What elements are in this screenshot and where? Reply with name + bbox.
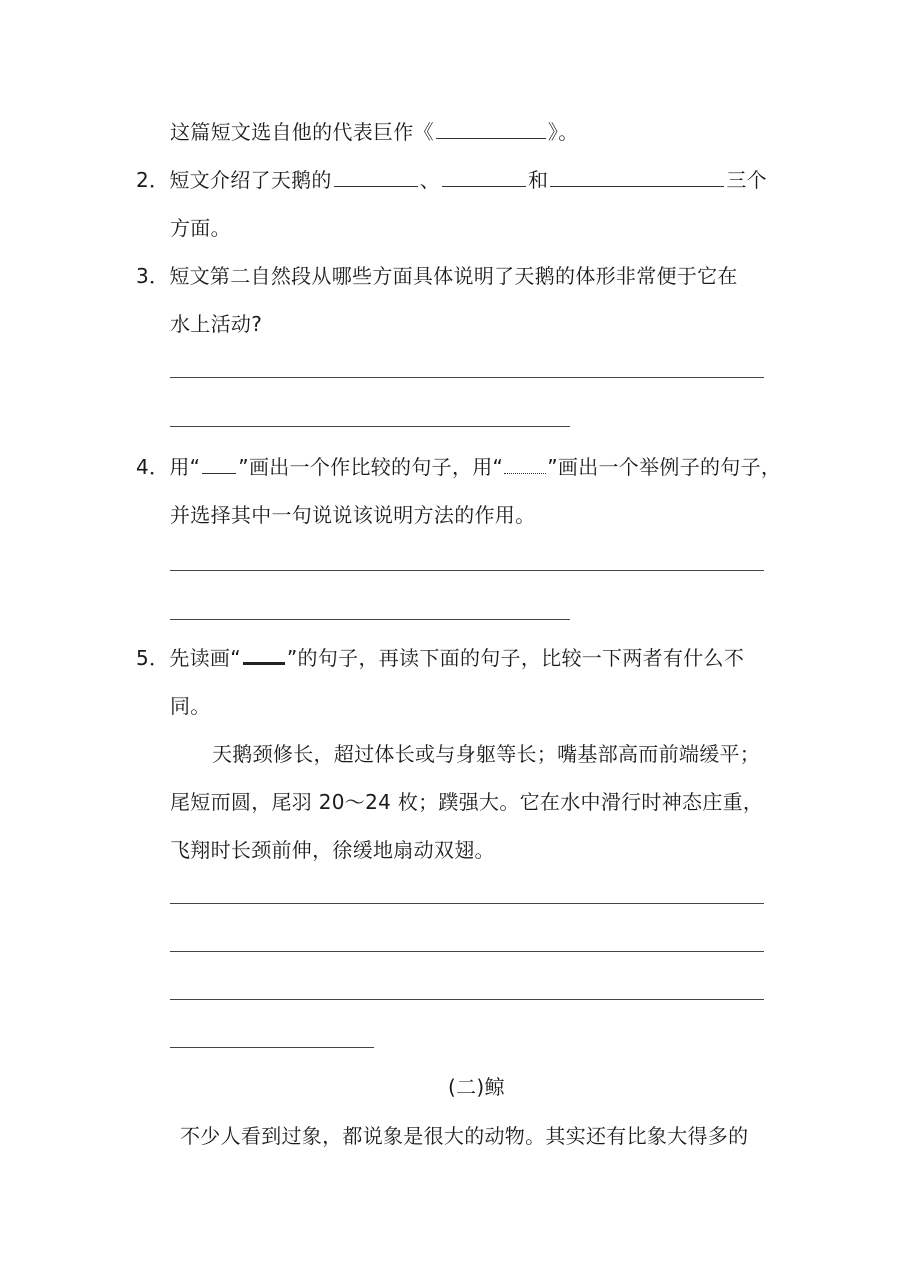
- section-2-title: (二)鲸: [448, 1075, 505, 1099]
- question-4: [136, 453, 781, 481]
- q4-part2: ”画出一个作比较的句子，用“: [238, 455, 504, 479]
- q3-number: 3．: [136, 264, 170, 288]
- q5-passage-line-1: 天鹅颈修长，超过体长或与身躯等长；嘴基部高而前端缓平；: [212, 742, 761, 766]
- q2-sep2: 和: [528, 168, 549, 192]
- q4-answer-line-2[interactable]: [170, 619, 570, 620]
- q5-passage-line-2: 尾短而圆，尾羽 20～24 枚；蹼强大。它在水中滑行时神态庄重，: [170, 790, 764, 814]
- q3-answer-line-2[interactable]: [170, 426, 570, 427]
- q2-continuation: 方面。: [170, 216, 231, 240]
- q2-prefix: 短文介绍了天鹅的: [169, 168, 332, 192]
- section-2-first-line: 不少人看到过象，都说象是很大的动物。其实还有比象大得多的: [180, 1124, 749, 1148]
- q2-suffix: 三个: [726, 168, 767, 192]
- q1-answer-blank[interactable]: [436, 120, 546, 139]
- q2-answer-blank-3[interactable]: [550, 168, 724, 187]
- question-5: [136, 644, 744, 672]
- q5-number: 5．: [136, 646, 170, 670]
- q4-part1: 用“: [169, 455, 201, 479]
- q2-answer-blank-2[interactable]: [442, 168, 526, 187]
- q5-answer-line-1[interactable]: [170, 903, 764, 904]
- question-2: [136, 166, 767, 194]
- q2-number: 2．: [136, 168, 170, 192]
- q1-suffix: 》。: [547, 120, 579, 144]
- q5-part1: 先读画“: [169, 646, 241, 670]
- q5-answer-line-4[interactable]: [170, 1047, 374, 1048]
- q5-answer-line-2[interactable]: [170, 951, 764, 952]
- q5-answer-line-3[interactable]: [170, 999, 764, 1000]
- question-3: [136, 262, 738, 290]
- q1-continuation: [170, 118, 579, 146]
- q5-bold-line-mark: [243, 644, 285, 665]
- q4-answer-line-1[interactable]: [170, 570, 764, 571]
- q3-text-line2: 水上活动?: [170, 312, 263, 336]
- q4-part3: ”画出一个举例子的句子，: [547, 455, 782, 479]
- q2-answer-blank-1[interactable]: [334, 168, 418, 187]
- q3-answer-line-1[interactable]: [170, 377, 764, 378]
- q5-passage-line-3: 飞翔时长颈前伸，徐缓地扇动双翅。: [170, 838, 495, 862]
- q4-number: 4．: [136, 455, 170, 479]
- q1-prefix: 这篇短文选自他的代表巨作《: [170, 120, 434, 144]
- q2-sep1: 、: [419, 168, 441, 192]
- q4-text-line2: 并选择其中一句说说该说明方法的作用。: [170, 503, 536, 527]
- q5-part2: ”的句子，再读下面的句子，比较一下两者有什么不: [286, 646, 745, 670]
- q5-text-line2: 同。: [170, 694, 211, 718]
- q4-straight-line-mark: [202, 455, 236, 474]
- q3-text-line1: 短文第二自然段从哪些方面具体说明了天鹅的体形非常便于它在: [169, 264, 738, 288]
- q4-wavy-line-mark: [504, 455, 546, 474]
